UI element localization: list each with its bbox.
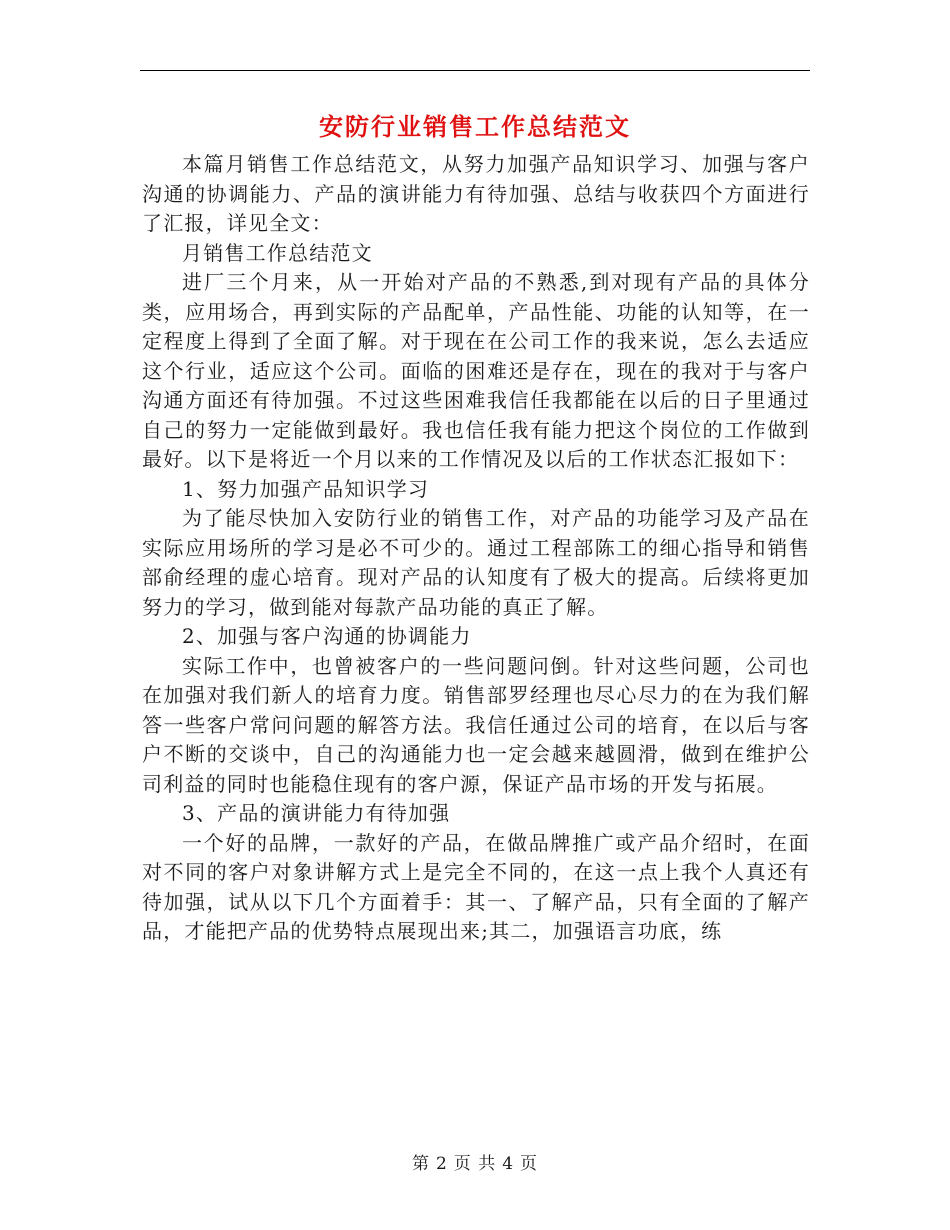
document-body bbox=[142, 150, 810, 947]
body-paragraph: 为了能尽快加入安防行业的销售工作，对产品的功能学习及产品在实际应用场所的学习是必不可少的。通过工程部陈工的细心指导和销售部俞经理的虚心培育。现对产品的认知度有了极大的提高。后续将更加努力的学习，做到能对每款产品功能的真正了解。 bbox=[142, 506, 810, 619]
body-paragraph: 实际工作中，也曾被客户的一些问题问倒。针对这些问题，公司也在加强对我们新人的培育力度。销售部罗经理也尽心尽力的在为我们解答一些客户常问问题的解答方法。我信任通过公司的培育，在以后与客户不断的交谈中，自己的沟通能力也一定会越来越圆滑，做到在维护公司利益的同时也能稳住现有的客户源，保证产品市场的开发与拓展。 bbox=[142, 653, 810, 796]
document-title: 安防行业销售工作总结范文 bbox=[319, 112, 631, 141]
section-heading-3: 3、产品的演讲能力有待加强 bbox=[182, 801, 451, 825]
subtitle-paragraph: 月销售工作总结范文 bbox=[182, 240, 373, 265]
page-prefix: 第 bbox=[411, 1154, 430, 1174]
page-footer bbox=[0, 1152, 950, 1176]
header-rule bbox=[140, 70, 810, 71]
body-paragraph: 一个好的品牌，一款好的产品，在做品牌推广或产品介绍时，在面对不同的客户对象讲解方式上是完全不同的，在这一点上我个人真还有待加强，试从以下几个方面着手：其一、了解产品，只有全面的了解产品，才能把产品的优势特点展现出来;其二，加强语言功底，练 bbox=[142, 830, 810, 943]
intro-paragraph: 本篇月销售工作总结范文，从努力加强产品知识学习、加强与客户沟通的协调能力、产品的演讲能力有待加强、总结与收获四个方面进行了汇报，详见全文： bbox=[142, 152, 810, 235]
page-current: 2 bbox=[435, 1154, 448, 1174]
section-heading-2: 2、加强与客户沟通的协调能力 bbox=[182, 624, 472, 648]
body-paragraph: 进厂三个月来，从一开始对产品的不熟悉,到对现有产品的具体分类，应用场合，再到实际的产品配单，产品性能、功能的认知等，在一定程度上得到了全面了解。对于现在在公司工作的我来说，怎么去适应这个行业，适应这个公司。面临的困难还是存在，现在的我对于与客户沟通方面还有待加强。不过这些困难我信任我都能在以后的日子里通过自己的努力一定能做到最好。我也信任我有能力把这个岗位的工作做到最好。以下是将近一个月以来的工作情况及以后的工作状态汇报如下： bbox=[142, 270, 810, 471]
page-suffix: 页 bbox=[520, 1154, 539, 1174]
section-heading-1: 1、努力加强产品知识学习 bbox=[182, 476, 430, 501]
page-total: 4 bbox=[502, 1154, 515, 1174]
page-mid: 页 共 bbox=[453, 1154, 497, 1174]
